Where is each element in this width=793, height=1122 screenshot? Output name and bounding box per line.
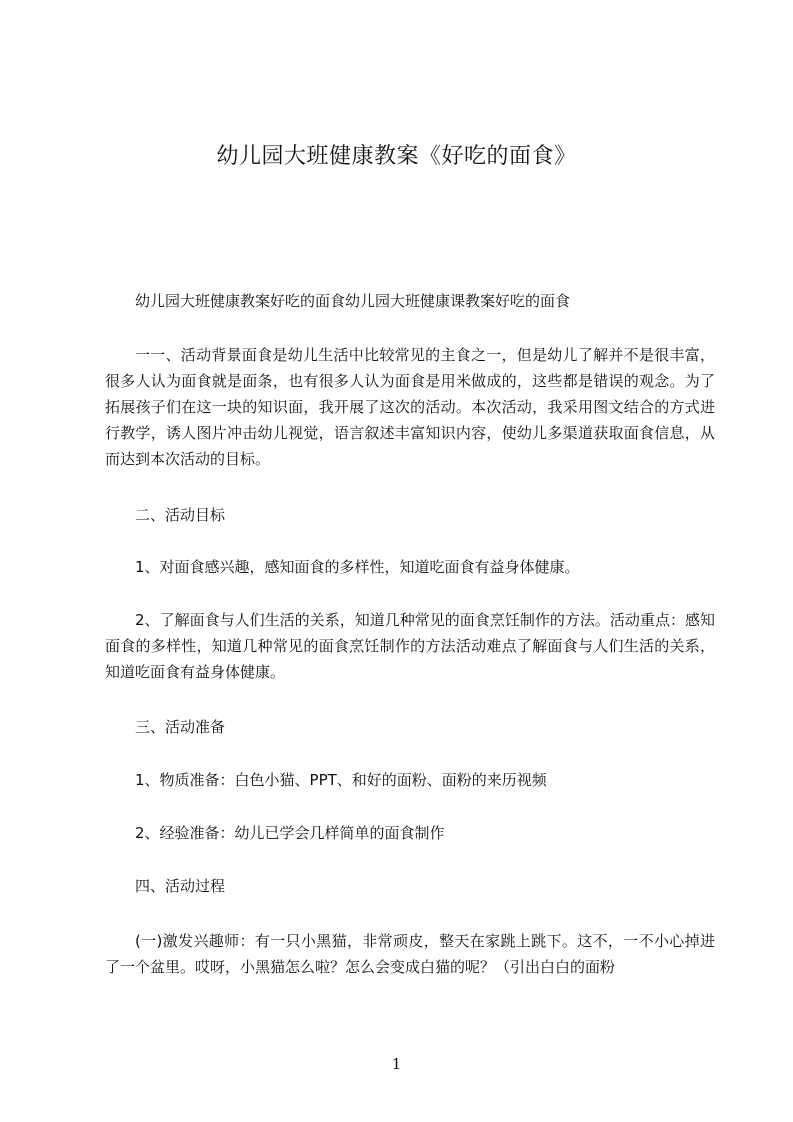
- intro-line: 幼儿园大班健康教案好吃的面食幼儿园大班健康课教案好吃的面食: [135, 292, 571, 310]
- paragraph-background: 一一、活动背景面食是幼儿生活中比较常见的主食之一，但是幼儿了解并不是很丰富，很多人认为面食就是面条，也有很多人认为面食是用米做成的，这些都是错误的观念。为了拓展孩子们在这一块的知识面，我开展了这次的活动。本次活动，我采用图文结合的方式进行教学，诱人图片冲击幼儿视觉，语言叙述丰富知识内容，使幼儿多渠道获取面食信息，从而达到本次活动的目标。: [105, 346, 715, 468]
- heading-process: 四、活动过程: [135, 877, 226, 895]
- paragraph-goal-2: 2、了解面食与人们生活的关系，知道几种常见的面食烹饪制作的方法。活动重点：感知面食的多样性，知道几种常见的面食烹饪制作的方法活动难点了解面食与人们生活的关系，知道吃面食有益身体健康。: [105, 611, 715, 681]
- heading-preparation: 三、活动准备: [135, 718, 226, 736]
- paragraph-goal-1: 1、对面食感兴趣，感知面食的多样性，知道吃面食有益身体健康。: [135, 558, 580, 576]
- heading-goals: 二、活动目标: [135, 506, 226, 524]
- page-number: 1: [391, 1055, 402, 1073]
- paragraph-prep-1: 1、物质准备：白色小猫、PPT、和好的面粉、面粉的来历视频: [135, 771, 547, 789]
- paragraph-prep-2: 2、经验准备：幼儿已学会几样简单的面食制作: [135, 824, 445, 842]
- document-title: 幼儿园大班健康教案《好吃的面食》: [216, 144, 577, 169]
- paragraph-process-1: (一)激发兴趣师：有一只小黑猫，非常顽皮，整天在家跳上跳下。这不，一不小心掉进了一个盆里。哎呀，小黑猫怎么啦？怎么会变成白猫的呢？（引出白白的面粉: [105, 932, 715, 976]
